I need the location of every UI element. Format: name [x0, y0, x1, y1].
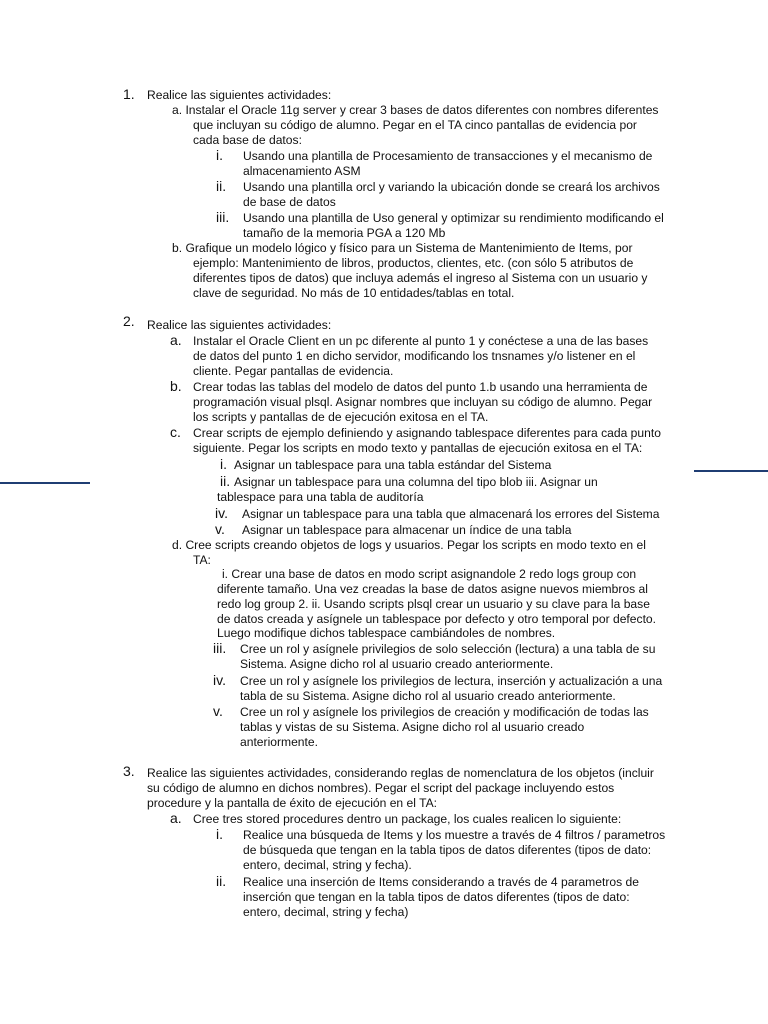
item-text: Cree un rol y asígnele privilegios de solo selección (lectura) a una tabla de su	[240, 642, 656, 656]
item-text: almacenamiento ASM	[243, 164, 361, 178]
item-text: Asignar un tablespace para una tabla estándar del Sistema	[234, 458, 552, 472]
item-text: programación visual plsql. Asignar nombres que incluyan su código de alumno. Pegar	[193, 395, 653, 409]
item-text: b. Grafique un modelo lógico y físico para un Sistema de Mantenimiento de Items, por	[172, 241, 633, 255]
item-text: d. Cree scripts creando objetos de logs y usuarios. Pegar los scripts en modo texto en el	[172, 538, 646, 552]
item-text: Asignar un tablespace para una tabla que almacenará los errores del Sistema	[242, 507, 660, 521]
section-number: 1.	[123, 86, 135, 102]
section-text: Realice las siguientes actividades:	[147, 318, 332, 332]
item-text: los scripts y pantallas de de ejecución exitosa en el TA.	[193, 410, 489, 424]
roman-marker: i.	[220, 456, 227, 472]
item-text: ejemplo: Mantenimiento de libros, productos, clientes, etc. (con sólo 5 atributos de	[193, 256, 634, 270]
item-text: tablespace para una tabla de auditoría	[217, 490, 424, 504]
item-text: Asignar un tablespace para una columna del tipo blob iii. Asignar un	[234, 475, 598, 489]
item-text: de datos del punto 1 en dicho servidor, modificando los tnsnames y/o listener en el	[193, 349, 636, 363]
item-text: Realice una búsqueda de Items y los muestre a través de 4 filtros / parametros	[243, 828, 666, 842]
roman-marker: i.	[216, 147, 223, 163]
item-text: Realice una inserción de Items considerando a través de 4 parametros de	[243, 875, 639, 889]
roman-marker: iii.	[213, 640, 227, 656]
letter-marker: a.	[170, 810, 182, 826]
roman-marker: iv.	[215, 505, 228, 521]
item-text: Instalar el Oracle Client en un pc diferente al punto 1 y conéctese a una de las bases	[193, 334, 649, 348]
item-text: clave de seguridad. No más de 10 entidades/tablas en total.	[193, 286, 515, 300]
section-text: procedure y la pantalla de éxito de ejecución en el TA:	[147, 796, 437, 810]
item-text: de datos creada y asígnele un tablespace por defecto y otro temporal por defecto.	[217, 612, 657, 626]
item-text: tablas y vistas de su Sistema. Asigne dicho rol al usuario creado	[240, 720, 585, 734]
item-text: tabla de su Sistema. Asigne dicho rol al usuario creado anteriormente.	[240, 689, 616, 703]
section-number: 3.	[123, 763, 135, 779]
roman-marker: v.	[215, 521, 225, 537]
item-text: Crear scripts de ejemplo definiendo y asignando tablespace diferentes para cada punto	[193, 426, 661, 440]
item-text: siguiente. Pegar los scripts en modo texto y pantallas de ejecución exitosa en el TA:	[193, 441, 643, 455]
item-text: diferente tamaño. Una vez creadas la base de datos asigne nuevos miembros al	[217, 582, 648, 596]
section-text: Realice las siguientes actividades:	[147, 88, 332, 102]
right-margin-rule	[694, 470, 768, 472]
item-text: entero, decimal, string y fecha).	[243, 858, 412, 872]
item-text: i. Crear una base de datos en modo script asignandole 2 redo logs group con	[222, 567, 637, 581]
item-text: Usando una plantilla de Uso general y optimizar su rendimiento modificando el	[243, 211, 664, 225]
letter-marker: c.	[170, 424, 181, 440]
item-text: TA:	[193, 553, 211, 567]
section-text: Realice las siguientes actividades, considerando reglas de nomenclatura de los objetos (incluir	[147, 766, 654, 780]
item-text: Cree un rol y asígnele los privilegios de lectura, inserción y actualización a una	[240, 674, 663, 688]
item-text: redo log group 2. ii. Usando scripts plsql crear un usuario y su clave para la base	[217, 597, 650, 611]
item-text: Crear todas las tablas del modelo de datos del punto 1.b usando una herramienta de	[193, 380, 648, 394]
roman-marker: ii.	[220, 473, 231, 489]
letter-marker: a.	[170, 332, 182, 348]
item-text: Usando una plantilla orcl y variando la ubicación donde se creará los archivos	[243, 180, 660, 194]
item-text: Luego modifique dichos tablespace cambiándoles de nombres.	[217, 626, 556, 640]
item-text: inserción que tengan en la tabla tipos de datos diferentes (tipos de dato:	[243, 890, 630, 904]
item-text: Asignar un tablespace para almacenar un índice de una tabla	[242, 523, 572, 537]
item-text: cada base de datos:	[193, 133, 302, 147]
item-text: entero, decimal, string y fecha)	[243, 905, 409, 919]
roman-marker: v.	[213, 703, 223, 719]
roman-marker: i.	[216, 826, 223, 842]
left-margin-rule	[0, 482, 90, 484]
item-text: cliente. Pegar pantallas de evidencia.	[193, 364, 394, 378]
roman-marker: iv.	[213, 672, 226, 688]
item-text: que incluyan su código de alumno. Pegar en el TA cinco pantallas de evidencia por	[193, 118, 637, 132]
item-text: Usando una plantilla de Procesamiento de transacciones y el mecanismo de	[243, 149, 653, 163]
item-text: de búsqueda que tengan en la tabla tipos de datos diferentes (tipos de dato:	[243, 843, 652, 857]
item-text: Cree un rol y asígnele los privilegios de creación y modificación de todas las	[240, 705, 649, 719]
item-text: a. Instalar el Oracle 11g server y crear 3 bases de datos diferentes con nombres diferentes	[172, 103, 659, 117]
item-text: tamaño de la memoria PGA a 120 Mb	[243, 226, 446, 240]
roman-marker: ii.	[216, 178, 227, 194]
letter-marker: b.	[170, 378, 182, 394]
item-text: Cree tres stored procedures dentro un package, los cuales realicen lo siguiente:	[193, 812, 622, 826]
section-number: 2.	[123, 313, 135, 329]
roman-marker: ii.	[216, 873, 227, 889]
item-text: diferentes tipos de datos) que incluya además el ingreso al Sistema con un usuario y	[193, 271, 648, 285]
item-text: de base de datos	[243, 195, 336, 209]
roman-marker: iii.	[216, 209, 230, 225]
item-text: Sistema. Asigne dicho rol al usuario creado anteriormente.	[240, 657, 554, 671]
section-text: su código de alumno en dichos nombres). Pegar el script del package incluyendo estos	[147, 781, 615, 795]
item-text: anteriormente.	[240, 735, 318, 749]
